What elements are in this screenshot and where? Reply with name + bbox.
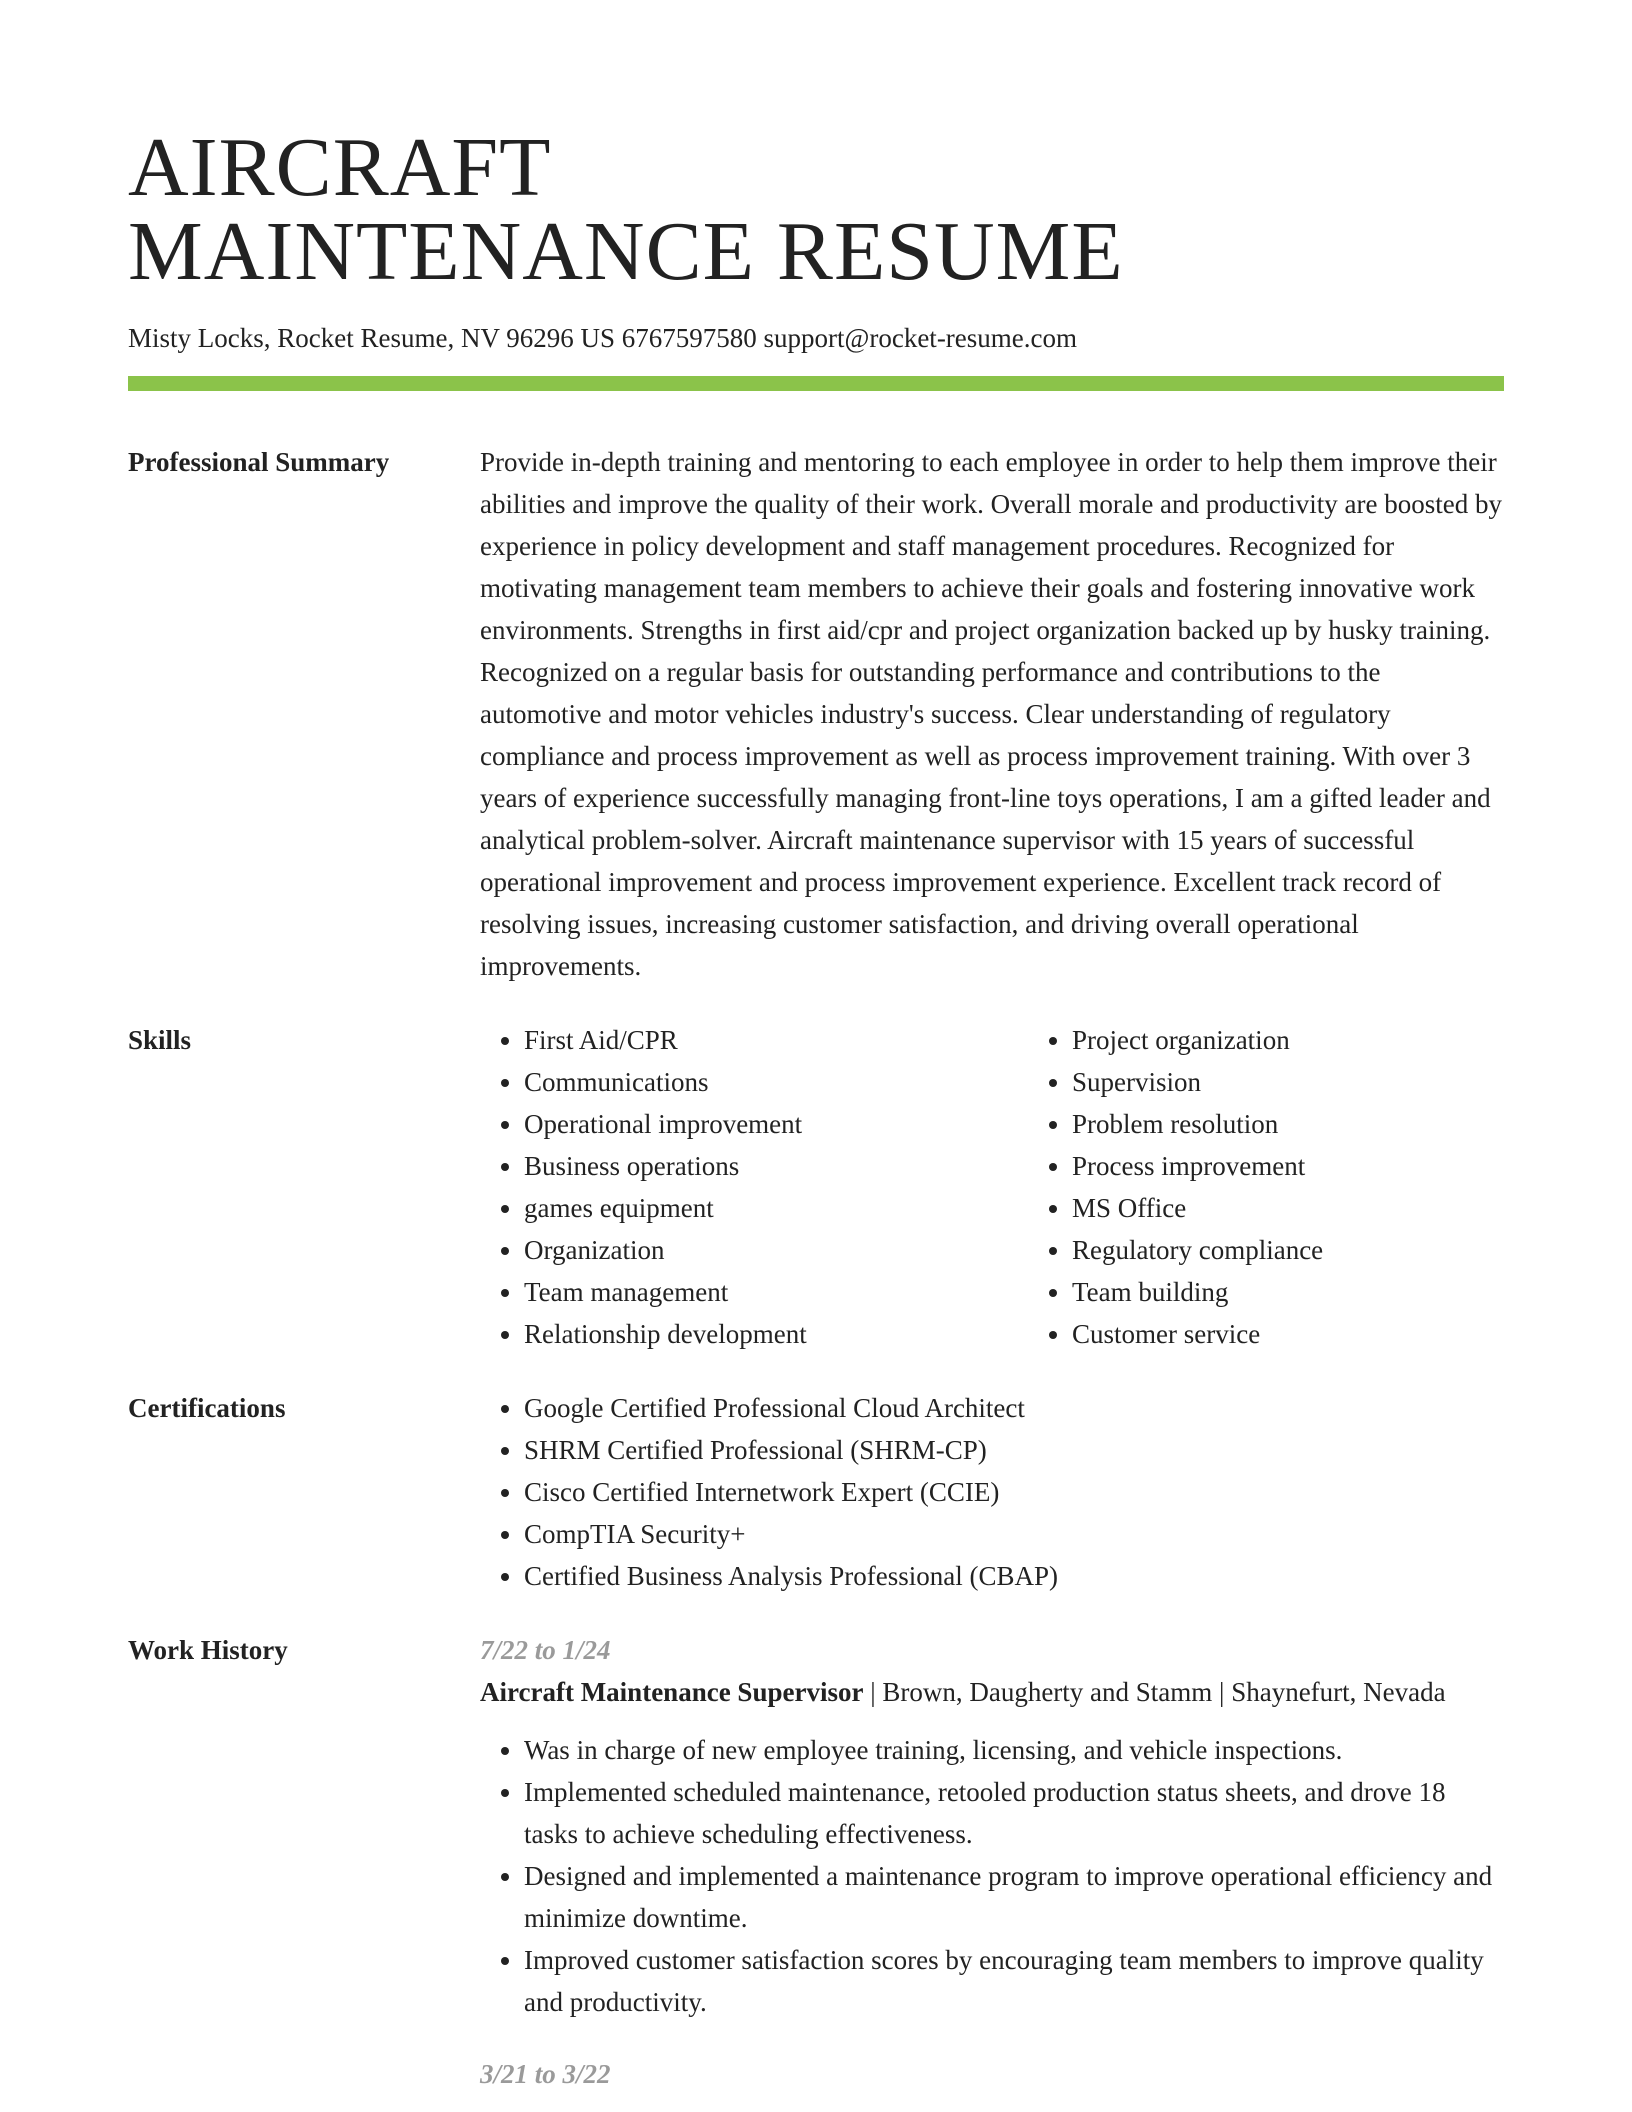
skill-item: • Supervision	[1072, 1061, 1572, 1103]
skill-item: • Team building	[1072, 1271, 1572, 1313]
certification-item: • SHRM Certified Professional (SHRM-CP)	[524, 1429, 1504, 1471]
skill-item: • First Aid/CPR	[524, 1019, 984, 1061]
summary-section	[128, 441, 1504, 987]
resume-title	[128, 0, 1504, 298]
work-history-label: Work History	[128, 1635, 288, 1665]
skill-item: • Customer service	[1072, 1313, 1572, 1355]
skill-item: • Organization	[524, 1229, 984, 1271]
skill-item: • Problem resolution	[1072, 1103, 1572, 1145]
job-details: | Brown, Daugherty and Stamm | Shaynefurt, Nevada	[863, 1677, 1446, 1707]
title-line-2: MAINTENANCE RESUME	[128, 205, 1124, 298]
skills-list-left	[480, 1019, 984, 1355]
skills-list-right	[1028, 1019, 1572, 1355]
skill-item: • Operational improvement	[524, 1103, 984, 1145]
skill-item: • Regulatory compliance	[1072, 1229, 1572, 1271]
summary-text: Provide in-depth training and mentoring to each employee in order to help them improve their abilities and improve the quality of their work. Overall morale and productivity are boosted by experience in policy development and staff management procedures. Recognized for motivating management team members to achieve their goals and fostering innovative work environments. Strengths in first aid/cpr and project organization backed up by husky training. Recognized on a regular basis for outstanding performance and contributions to the automotive and motor vehicles industry's success. Clear understanding of regulatory compliance and process improvement as well as process improvement training. With over 3 years of experience successfully managing front-line toys operations, I am a gifted leader and analytical problem-solver. Aircraft maintenance supervisor with 15 years of successful operational improvement and process improvement experience. Excellent track record of resolving issues, increasing customer satisfaction, and driving overall operational improvements.	[480, 447, 1502, 981]
certification-item: • CompTIA Security+	[524, 1513, 1504, 1555]
certifications-label: Certifications	[128, 1393, 286, 1423]
job-dates: 3/21 to 3/22	[480, 2059, 611, 2089]
certification-item: • Certified Business Analysis Professional (CBAP)	[524, 1555, 1504, 1597]
skill-item: • Relationship development	[524, 1313, 984, 1355]
skills-label: Skills	[128, 1025, 192, 1055]
work-history-content	[480, 1629, 1504, 2095]
skill-item: • Process improvement	[1072, 1145, 1572, 1187]
skill-item: • Communications	[524, 1061, 984, 1103]
certification-item: • Google Certified Professional Cloud Architect	[524, 1387, 1504, 1429]
skill-item: • Business operations	[524, 1145, 984, 1187]
job-bullet: • Improved customer satisfaction scores by encouraging team members to improve quality and productivity.	[524, 1939, 1504, 2023]
work-history-section	[128, 1629, 1504, 2095]
job-bullet: • Was in charge of new employee training, licensing, and vehicle inspections.	[524, 1729, 1504, 1771]
job-bullet: • Designed and implemented a maintenance program to improve operational efficiency and minimize downtime.	[524, 1855, 1504, 1939]
skill-item: • Team management	[524, 1271, 984, 1313]
certifications-content	[480, 1387, 1504, 1597]
skills-section	[128, 1019, 1504, 1355]
skill-item: • Project organization	[1072, 1019, 1572, 1061]
summary-label: Professional Summary	[128, 447, 390, 477]
resume-page	[128, 0, 1504, 2095]
accent-divider	[128, 376, 1504, 391]
certification-item: • Cisco Certified Internetwork Expert (CCIE)	[524, 1471, 1504, 1513]
job-bullet: • Implemented scheduled maintenance, retooled production status sheets, and drove 18 tasks to achieve scheduling effectiveness.	[524, 1771, 1504, 1855]
skill-item: • games equipment	[524, 1187, 984, 1229]
certifications-list	[480, 1387, 1504, 1597]
contact-info: Misty Locks, Rocket Resume, NV 96296 US 6767597580 support@rocket-resume.com	[128, 323, 1078, 353]
certifications-section	[128, 1387, 1504, 1597]
skill-item: • MS Office	[1072, 1187, 1572, 1229]
title-line-1: AIRCRAFT	[128, 121, 552, 214]
job-heading	[480, 1671, 1504, 1713]
job-dates: 7/22 to 1/24	[480, 1635, 611, 1665]
job-bullets	[480, 1729, 1504, 2023]
skills-columns	[480, 1019, 1572, 1355]
job-role: Aircraft Maintenance Supervisor	[480, 1677, 864, 1707]
